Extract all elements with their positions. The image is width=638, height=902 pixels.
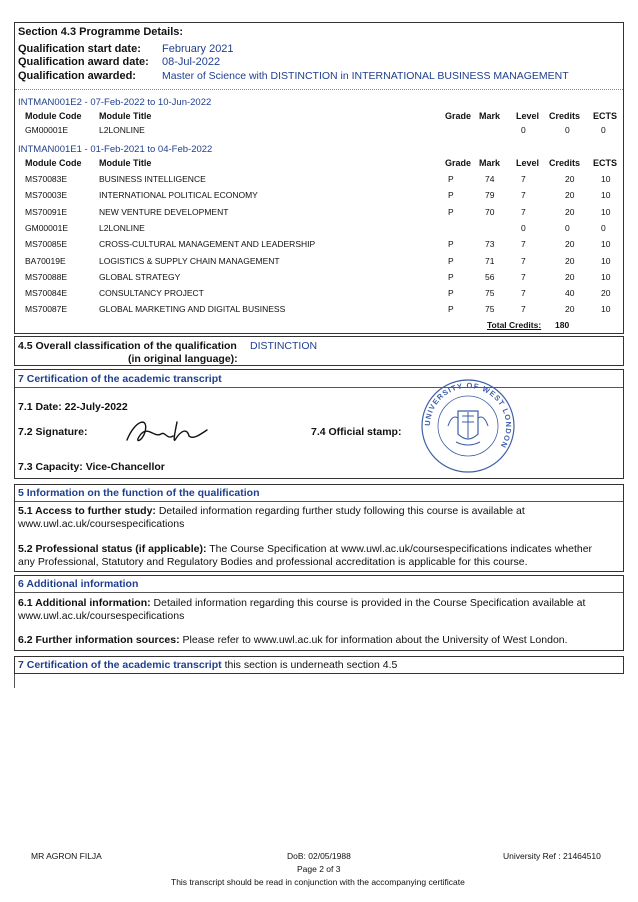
professional-label: 5.2 Professional status (if applicable): [18,543,207,555]
module-ects: 10 [601,271,611,282]
divider [15,387,623,388]
certification-note-section [14,656,624,674]
classification-label-line1: 4.5 Overall classification of the qualification [18,340,237,352]
module-level: 7 [521,206,526,217]
section-title: 5 Information on the function of the qualification [18,487,260,499]
awarded-value: Master of Science with DISTINCTION in INTERNATIONAL BUSINESS MANAGEMENT [162,70,569,82]
official-stamp-label: 7.4 Official stamp: [311,426,402,438]
module-grade: P [448,239,454,250]
module-mark: 79 [485,190,495,201]
module-title: L2LONLINE [99,222,145,233]
module-credits: 20 [565,304,575,315]
section-title: Section 4.3 Programme Details: [18,26,184,38]
header-module-code: Module Code [25,158,82,168]
module-title: CONSULTANCY PROJECT [99,288,204,299]
section-title: 7 Certification of the academic transcript [18,373,222,385]
module-title: L2LONLINE [99,125,145,135]
additional-information-section [14,575,624,651]
certification-section [14,369,624,479]
table-row [15,239,615,253]
divider [15,592,623,593]
table-row [15,207,615,221]
module-credits: 20 [565,255,575,266]
access-label: 5.1 Access to further study: [18,505,156,517]
module-credits: 20 [565,239,575,250]
footer-note: This transcript should be read in conjunction with the accompanying certificate [171,877,465,887]
module-ects: 10 [601,174,611,184]
professional-text-line2: any Professional, Statutory and Regulatory Bodies and professional accreditation is applicable for this course. [18,556,528,568]
block1-heading: INTMAN001E2 - 07-Feb-2022 to 10-Jun-2022 [18,97,212,108]
module-credits: 20 [565,174,575,184]
module-level: 7 [521,190,526,201]
award-date-value: 08-Jul-2022 [162,56,221,68]
module-ects: 10 [601,304,611,315]
ects: 0 [601,125,606,135]
signature-label: 7.2 Signature: [18,426,88,438]
header-level: Level [516,158,540,168]
module-title: GLOBAL STRATEGY [99,271,181,282]
module-grade: P [448,304,454,315]
further-info-sources [18,634,568,646]
module-ects: 20 [601,288,611,299]
module-title: INTERNATIONAL POLITICAL ECONOMY [99,190,258,201]
module-ects: 10 [601,239,611,250]
module-credits: 20 [565,271,575,282]
module-code: GM00001E [25,222,68,233]
header-ects: ECTS [593,158,618,168]
capacity: 7.3 Capacity: Vice-Chancellor [18,461,165,473]
level: 0 [521,125,526,135]
certification-date: 7.1 Date: 22-July-2022 [18,401,128,413]
header-credits: Credits [549,111,581,121]
module-level: 7 [521,255,526,266]
header-ects: ECTS [593,111,618,121]
table-row [15,304,615,318]
module-mark: 73 [485,239,495,250]
module-ects: 10 [601,206,611,217]
header-credits: Credits [549,158,581,168]
classification-value: DISTINCTION [250,340,318,352]
certification-note-title: 7 Certification of the academic transcript [18,659,222,671]
module-grade: P [448,288,454,299]
classification-label-line2: (in original language): [128,353,238,365]
module-title: NEW VENTURE DEVELOPMENT [99,206,229,217]
header-module-title: Module Title [99,111,152,121]
access-text: Detailed information regarding further study following this course is available at [155,505,525,517]
professional-status [18,543,592,555]
qualification-function-section [14,484,624,572]
block2-heading: INTMAN001E1 - 01-Feb-2021 to 04-Feb-2022 [18,144,213,155]
module-mark: 71 [485,255,495,266]
module-grade: P [448,255,454,266]
module-ects: 0 [601,222,606,233]
total-credits-label: Total Credits: [487,320,542,330]
header-module-title: Module Title [99,158,152,168]
table-row [15,256,615,270]
module-code: MS70085E [25,239,68,250]
professional-text: The Course Specification at www.uwl.ac.uk/coursespecifications indicates whether [206,543,593,555]
svg-text:UNIVERSITY OF WEST LONDON: UNIVERSITY OF WEST LONDON [422,380,514,450]
module-mark: 74 [485,174,495,184]
table-row [15,190,615,204]
access-further-study [18,505,525,517]
start-date-label: Qualification start date: [18,43,141,55]
university-ref: University Ref : 21464510 [503,851,601,861]
module-code: MS70003E [25,190,68,201]
module-level: 7 [521,271,526,282]
block1-header-row [15,111,618,125]
module-code: MS70088E [25,271,68,282]
divider [15,89,623,90]
credits: 0 [565,125,570,135]
module-code: MS70083E [25,174,68,184]
module-ects: 10 [601,190,611,201]
table-row [15,288,615,302]
certification-note [18,659,397,671]
access-link-text: www.uwl.ac.uk/coursespecifications [18,518,185,530]
date-of-birth: DoB: 02/05/1988 [287,851,351,861]
module-grade: P [448,174,454,184]
seal-emblem-icon [418,376,518,476]
table-row [15,174,615,188]
university-seal [418,376,518,476]
programme-details-section [14,22,624,334]
table-row [15,223,615,237]
further-label: 6.2 Further information sources: [18,634,180,646]
total-credits-value: 180 [555,320,570,330]
left-margin-rule [14,674,15,688]
block2-header-row [15,158,618,172]
module-level: 7 [521,288,526,299]
module-mark: 75 [485,288,495,299]
module-code: MS70084E [25,288,68,299]
header-mark: Mark [479,111,501,121]
module-title: LOGISTICS & SUPPLY CHAIN MANAGEMENT [99,255,280,266]
overall-classification-section [14,336,624,366]
signature-image [115,410,225,450]
further-text: Please refer to www.uwl.ac.uk for information about the University of West London. [179,634,568,646]
additional-link-text: www.uwl.ac.uk/coursespecifications [18,610,185,622]
student-name: MR AGRON FILJA [31,851,102,861]
additional-label: 6.1 Additional information: [18,597,151,609]
module-code: MS70091E [25,206,68,217]
module-mark: 70 [485,206,495,217]
module-code: BA70019E [25,255,66,266]
module-ects: 10 [601,255,611,266]
header-module-code: Module Code [25,111,82,121]
module-grade: P [448,271,454,282]
header-level: Level [516,111,540,121]
module-level: 7 [521,304,526,315]
module-code: MS70087E [25,304,68,315]
module-credits: 20 [565,190,575,201]
module-title: BUSINESS INTELLIGENCE [99,174,206,184]
module-title: CROSS-CULTURAL MANAGEMENT AND LEADERSHIP [99,239,316,250]
additional-text: Detailed information regarding this course is provided in the Course Specification available at [150,597,586,609]
table-row [15,272,615,286]
module-mark: 75 [485,304,495,315]
module-grade: P [448,190,454,201]
additional-info [18,597,585,609]
module-level: 7 [521,174,526,184]
module-title: GLOBAL MARKETING AND DIGITAL BUSINESS [99,304,286,315]
certification-note-text: this section is underneath section 4.5 [224,659,398,671]
awarded-label: Qualification awarded: [18,70,136,82]
module-grade: P [448,206,454,217]
module-mark: 56 [485,271,495,282]
table-row [15,125,615,139]
page-number: Page 2 of 3 [297,864,341,874]
header-mark: Mark [479,158,501,168]
header-grade: Grade [445,111,472,121]
module-credits: 20 [565,206,575,217]
section-title: 6 Additional information [18,578,139,590]
award-date-label: Qualification award date: [18,56,149,68]
module-code: GM00001E [25,125,68,135]
module-level: 0 [521,222,526,233]
module-level: 7 [521,239,526,250]
module-credits: 0 [565,222,570,233]
module-credits: 40 [565,288,575,299]
start-date-value: February 2021 [162,43,234,55]
divider [15,501,623,502]
header-grade: Grade [445,158,472,168]
